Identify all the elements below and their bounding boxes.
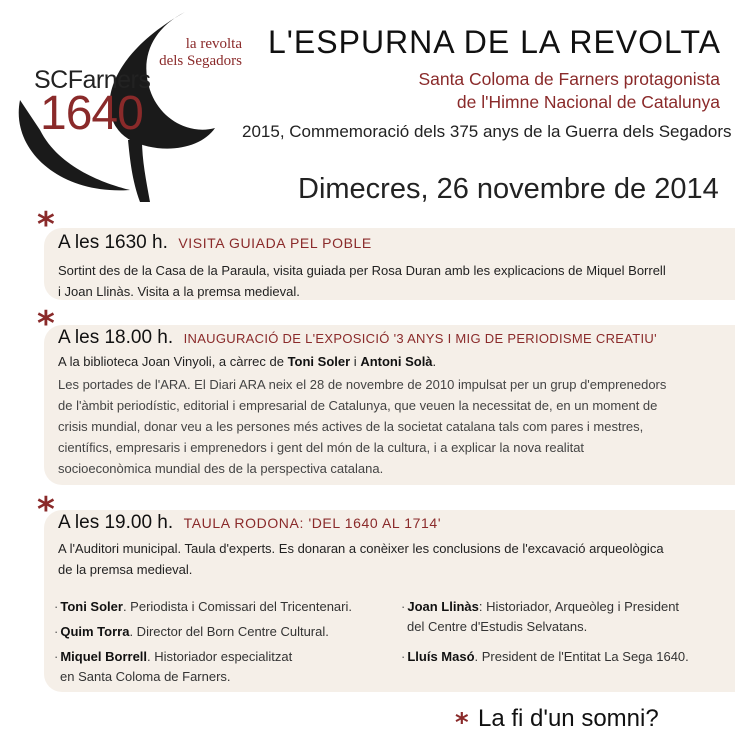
event-2-speaker-1: Toni Soler [287, 354, 351, 369]
logo-tagline-1: la revolta [185, 36, 242, 52]
event-3-line: de la premsa medieval. [58, 562, 193, 577]
event-2-header [58, 327, 657, 349]
event-1-title: VISITA GUIADA PEL POBLE [178, 235, 372, 251]
star-icon: * [455, 708, 469, 738]
commemoration: 2015, Commemoració dels 375 anys de la Guerra dels Segadors [242, 122, 732, 141]
star-icon: * [37, 205, 55, 245]
participant-item: · Miquel Borrell. Historiador especialitzat en Santa Coloma de Farners. [54, 647, 292, 687]
star-icon: * [37, 304, 55, 344]
participant-role: : Historiador, Arqueòleg i President [478, 599, 680, 614]
event-2-line: socioeconòmica mundial des de la perspectiva catalana. [58, 461, 384, 476]
event-date: Dimecres, 26 novembre de 2014 [298, 173, 719, 205]
event-3-line: A l'Auditori municipal. Taula d'experts. Es donaran a conèixer les conclusions de l'excavació arqueològica [58, 541, 664, 556]
event-3-header [58, 512, 441, 534]
participant-item: · Lluís Masó. President de l'Entitat La Sega 1640. [401, 649, 689, 664]
event-1-line: i Joan Llinàs. Visita a la premsa medieval. [58, 284, 300, 299]
participant-item: · Joan Llinàs: Historiador, Arqueòleg i President del Centre d'Estudis Selvatans. [401, 597, 679, 637]
event-2-title: INAUGURACIÓ DE L'EXPOSICIÓ '3 ANYS I MIG DE PERIODISME CREATIU' [183, 331, 657, 346]
next-heading: La fi d'un somni? [478, 705, 659, 732]
logo-year: 1640 [40, 87, 143, 140]
participant-role: . Director del Born Centre Cultural. [129, 624, 329, 639]
participant-name: Joan Llinàs [407, 599, 479, 614]
participant-item: · Quim Torra. Director del Born Centre Cultural. [54, 624, 329, 639]
logo-name: SCFarners [34, 66, 151, 94]
participant-name: Lluís Masó [407, 649, 475, 664]
event-2-speaker-2: Antoni Solà [360, 354, 433, 369]
participant-role: . Periodista i Comissari del Tricentenari. [122, 599, 352, 614]
participant-role: . President de l'Entitat La Sega 1640. [474, 649, 689, 664]
event-1-description [58, 260, 728, 302]
participant-role-cont: en Santa Coloma de Farners. [60, 669, 231, 684]
star-icon: * [37, 490, 55, 530]
subtitle-line-2: de l'Himne Nacional de Catalunya [456, 92, 720, 112]
participant-role-cont: del Centre d'Estudis Selvatans. [407, 619, 588, 634]
participant-name: Miquel Borrell [60, 649, 148, 664]
event-1-time: A les 1630 h. [58, 232, 168, 253]
event-2-description [58, 374, 733, 479]
event-1-line: Sortint des de la Casa de la Paraula, visita guiada per Rosa Duran amb les explicacions de Miquel Borrell [58, 263, 666, 278]
event-2-line: Les portades de l'ARA. El Diari ARA neix el 28 de novembre de 2010 impulsat per un grup d'emprenedors [58, 377, 667, 392]
logo [0, 0, 250, 205]
participant-name: Toni Soler [60, 599, 123, 614]
event-2-intro-text: A la biblioteca Joan Vinyoli, a càrrec de [58, 354, 288, 369]
event-2-line: crisis mundial, donar veu a les persones més actives de la societat catalana tals com pares i mestres, [58, 419, 644, 434]
event-3-description [58, 538, 733, 580]
page-title: L'ESPURNA DE LA REVOLTA [268, 24, 721, 60]
participant-name: Quim Torra [60, 624, 130, 639]
event-2-intro-conjunction: i [350, 354, 361, 369]
participant-item: · Toni Soler. Periodista i Comissari del Tricentenari. [54, 599, 352, 614]
event-2-time: A les 18.00 h. [58, 327, 174, 348]
subtitle-line-1: Santa Coloma de Farners protagonista [418, 69, 720, 89]
event-2-line: de l'àmbit periodístic, editorial i empresarial de Catalunya, que veuen la necessitat de, en un moment de [58, 398, 658, 413]
event-1-header [58, 232, 372, 254]
event-2-line: científics, empresaris i emprenedors i gent del món de la cultura, i a explicar la nova realitat [58, 440, 585, 455]
participant-role: . Historiador especialitzat [147, 649, 293, 664]
event-3-time: A les 19.00 h. [58, 512, 174, 533]
event-3-title: TAULA RODONA: 'DEL 1640 AL 1714' [183, 515, 442, 531]
event-2-intro [58, 351, 733, 372]
event-2-intro-end: . [432, 354, 437, 369]
logo-tagline-2: dels Segadors [159, 53, 242, 69]
